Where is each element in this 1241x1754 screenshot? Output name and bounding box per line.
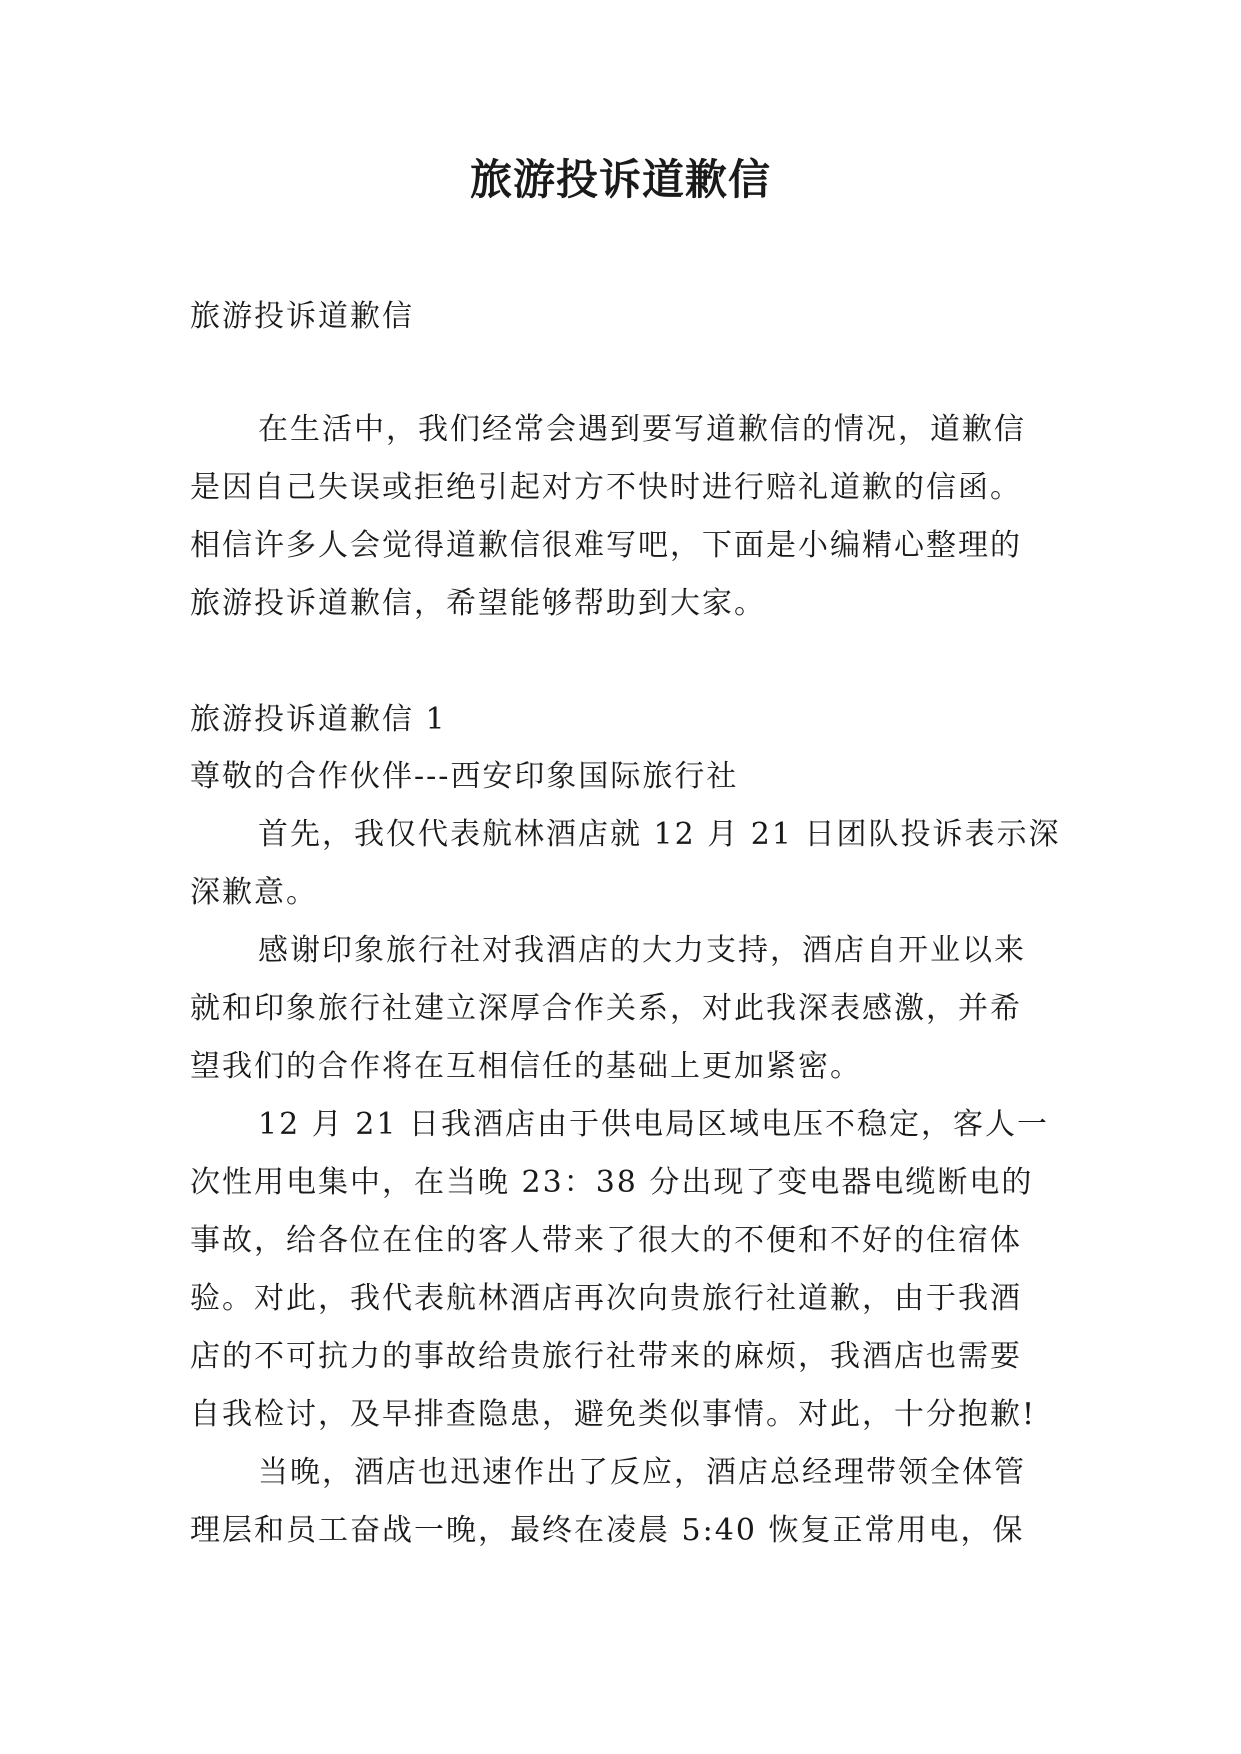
body-line: 就和印象旅行社建立深厚合作关系，对此我深表感激，并希 — [190, 991, 1022, 1026]
document-title: 旅游投诉道歉信 — [469, 155, 771, 204]
salutation: 尊敬的合作伙伴---西安印象国际旅行社 — [190, 759, 739, 794]
body-line: 店的不可抗力的事故给贵旅行社带来的麻烦，我酒店也需要 — [190, 1339, 1022, 1374]
body-line: 深歉意。 — [190, 875, 318, 910]
body-line: 自我检讨，及早排查隐患，避免类似事情。对此，十分抱歉! — [190, 1397, 1037, 1432]
intro-line: 相信许多人会觉得道歉信很难写吧，下面是小编精心整理的 — [190, 528, 1022, 563]
body-line: 验。对此，我代表航林酒店再次向贵旅行社道歉，由于我酒 — [190, 1281, 1022, 1316]
section-heading: 旅游投诉道歉信 1 — [190, 702, 447, 737]
body-line: 次性用电集中，在当晚 23：38 分出现了变电器电缆断电的 — [190, 1165, 1034, 1200]
body-line: 首先，我仅代表航林酒店就 12 月 21 日团队投诉表示深 — [258, 817, 1061, 852]
body-line: 当晚，酒店也迅速作出了反应，酒店总经理带领全体管 — [258, 1455, 1026, 1490]
body-line: 事故，给各位在住的客人带来了很大的不便和不好的住宿体 — [190, 1223, 1022, 1258]
body-line: 理层和员工奋战一晚，最终在凌晨 5:40 恢复正常用电，保 — [190, 1513, 1025, 1548]
intro-line: 旅游投诉道歉信，希望能够帮助到大家。 — [190, 586, 766, 621]
intro-line: 在生活中，我们经常会遇到要写道歉信的情况，道歉信 — [258, 412, 1026, 447]
body-line: 望我们的合作将在互相信任的基础上更加紧密。 — [190, 1049, 862, 1084]
body-line: 12 月 21 日我酒店由于供电局区域电压不稳定，客人一 — [258, 1107, 1049, 1142]
document-subtitle: 旅游投诉道歉信 — [190, 299, 414, 334]
intro-line: 是因自己失误或拒绝引起对方不快时进行赔礼道歉的信函。 — [190, 470, 1022, 505]
body-line: 感谢印象旅行社对我酒店的大力支持，酒店自开业以来 — [258, 933, 1026, 968]
